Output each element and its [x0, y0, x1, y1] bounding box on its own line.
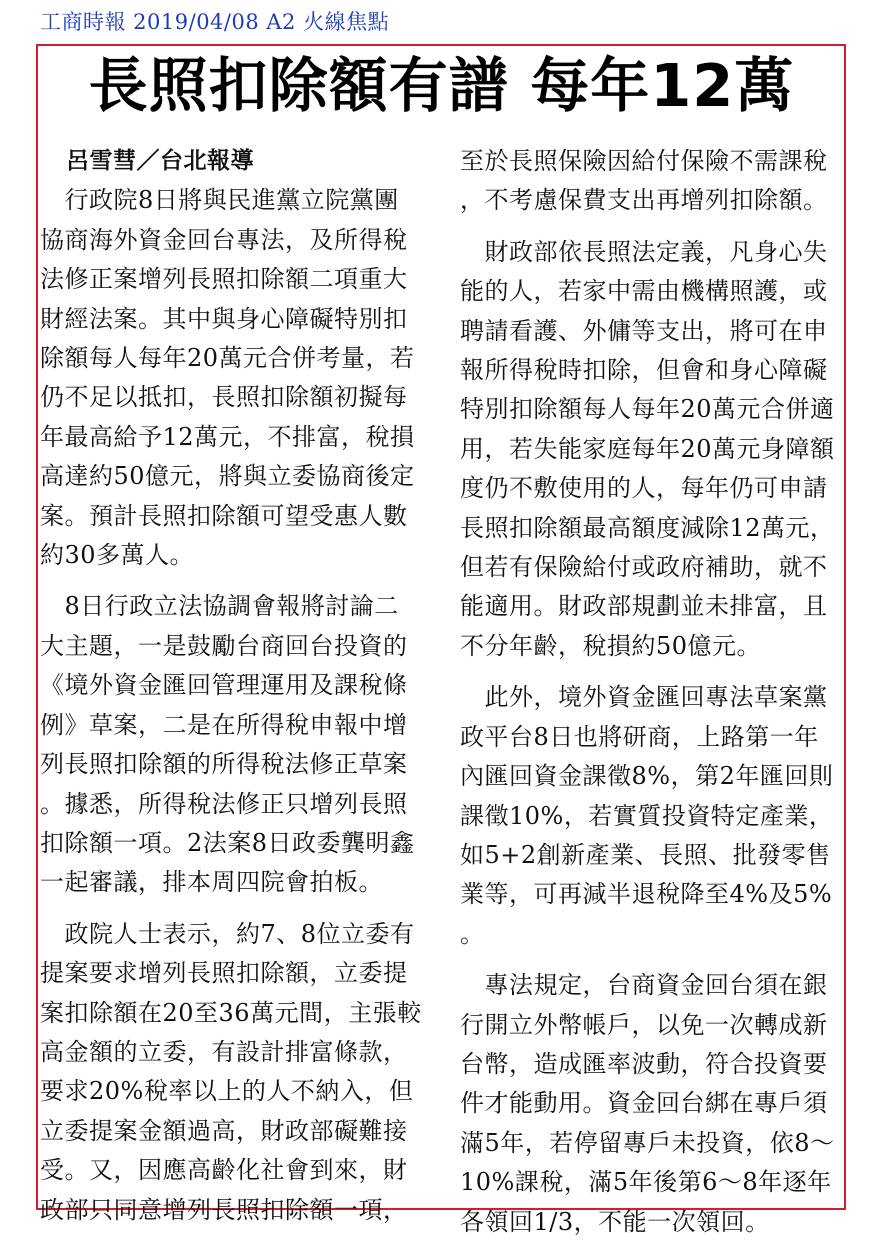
text-line: 能適用。財政部規劃並未排富，且: [460, 592, 828, 621]
text-line: 仍不足以抵扣，長照扣除額初擬每: [40, 383, 408, 412]
text-line: 但若有保險給付或政府補助，就不: [460, 553, 828, 582]
source-line: 工商時報 2019/04/08 A2 火線焦點: [40, 10, 390, 34]
paragraph-gap: [460, 221, 846, 233]
text-line: 列長照扣除額的所得稅法修正草案: [40, 750, 408, 779]
text-line: 。據悉，所得稅法修正只增列長照: [40, 789, 408, 818]
text-line: 年最高給予12萬元，不排富，稅損: [40, 422, 415, 451]
text-line: 8日行政立法協調會報將討論二: [40, 592, 399, 621]
text-line: 特別扣除額每人每年20萬元合併適: [460, 395, 835, 424]
article-column-right: [460, 142, 846, 1242]
text-line: 約30多萬人。: [40, 541, 195, 570]
text-line: 。: [460, 919, 485, 948]
text-line: 滿5年，若停留專戶未投資，依8～: [460, 1128, 835, 1157]
text-line: 提案要求增列長照扣除額，立委提: [40, 959, 408, 988]
article-column-left: [40, 142, 430, 1230]
paragraph-gap: [40, 575, 430, 587]
text-line: 政部只同意增列長照扣除額一項，: [40, 1195, 408, 1224]
text-line: 行政院8日將與民進黨立院黨團: [40, 186, 399, 215]
text-line: 長照扣除額最高額度減除12萬元，: [460, 513, 835, 542]
text-line: 行開立外幣帳戶，以免一次轉成新: [460, 1010, 828, 1039]
text-line: 法修正案增列長照扣除額二項重大: [40, 265, 408, 294]
headline: 長照扣除額有譜 每年12萬: [88, 51, 795, 120]
text-line: 各領回1/3，不能一次領回。: [460, 1207, 770, 1236]
text-line: 專法規定，台商資金回台須在銀: [460, 971, 828, 1000]
paragraph-gap: [460, 666, 846, 678]
text-line: 高達約50億元，將與立委協商後定: [40, 462, 415, 491]
text-line: 報所得稅時扣除，但會和身心障礙: [460, 356, 828, 385]
text-line: 受。又，因應高齡化社會到來，財: [40, 1156, 408, 1185]
text-line: 業等，可再減半退稅降至4%及5%: [460, 880, 833, 909]
text-line: 《境外資金匯回管理運用及課稅條: [40, 671, 408, 700]
text-line: 聘請看護、外傭等支出，將可在申: [460, 316, 828, 345]
text-line: 扣除額一項。2法案8日政委龔明鑫: [40, 828, 415, 857]
text-line: 件才能動用。資金回台綁在專戶須: [460, 1089, 828, 1118]
text-line: 財政部依長照法定義，凡身心失: [460, 237, 828, 266]
paragraph-gap: [460, 954, 846, 966]
text-line: 大主題，一是鼓勵台商回台投資的: [40, 631, 408, 660]
text-line: 政平台8日也將研商，上路第一年: [460, 722, 819, 751]
text-line: 不分年齡，稅損約50億元。: [460, 631, 762, 660]
text-line: 例》草案，二是在所得稅申報中增: [40, 710, 408, 739]
byline: 呂雪彗／台北報導: [66, 148, 254, 174]
text-line: 高金額的立委，有設計排富條款，: [40, 1037, 408, 1066]
text-line: 案扣除額在20至36萬元間，主張較: [40, 998, 422, 1027]
text-line: 要求20%稅率以上的人不納入，但: [40, 1077, 414, 1106]
text-line: 財經法案。其中與身心障礙特別扣: [40, 304, 408, 333]
text-line: 政院人士表示，約7、8位立委有: [40, 919, 415, 948]
text-line: 台幣，造成匯率波動，符合投資要: [460, 1049, 828, 1078]
text-line: 內匯回資金課徵8%，第2年匯回則: [460, 762, 834, 791]
text-line: 此外，境外資金匯回專法草案黨: [460, 683, 828, 712]
text-line: 除額每人每年20萬元合併考量，若: [40, 344, 415, 373]
text-line: 如5+2創新產業、長照、批發零售: [460, 840, 831, 869]
text-line: 至於長照保險因給付保險不需課稅: [460, 147, 828, 175]
text-line: 能的人，若家中需由機構照護，或: [460, 277, 828, 306]
text-line: 一起審議，排本周四院會拍板。: [40, 868, 383, 897]
text-line: 度仍不敷使用的人，每年仍可申請: [460, 474, 828, 503]
text-line: 立委提案金額過高，財政部礙難接: [40, 1116, 408, 1145]
text-line: ，不考慮保費支出再增列扣除額。: [460, 186, 828, 215]
paragraph-gap: [40, 903, 430, 915]
text-line: 協商海外資金回台專法，及所得稅: [40, 225, 408, 254]
text-line: 10%課稅，滿5年後第6～8年逐年: [460, 1168, 832, 1197]
text-line: 用，若失能家庭每年20萬元身障額: [460, 434, 835, 463]
text-line: 課徵10%，若實質投資特定產業，: [460, 801, 834, 830]
text-line: 案。預計長照扣除額可望受惠人數: [40, 501, 408, 530]
